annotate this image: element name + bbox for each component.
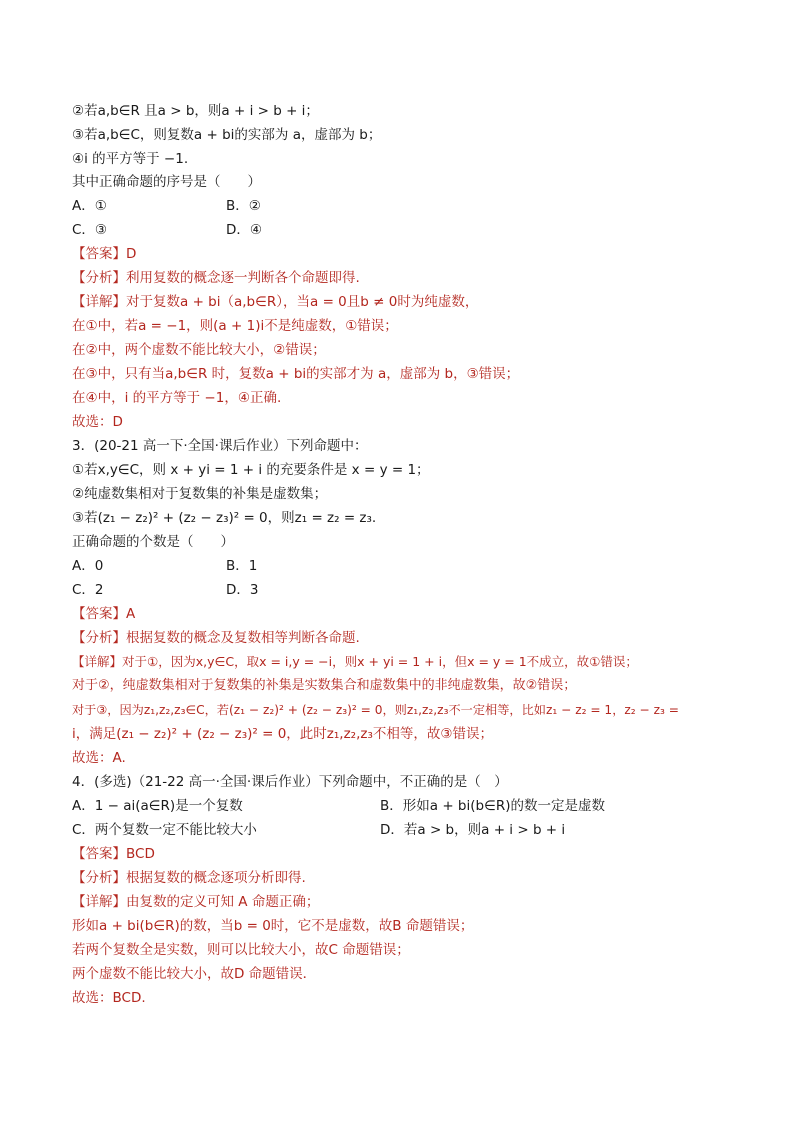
q2-detail-5: 在④中，i 的平方等于 −1，④正确. (72, 390, 282, 406)
q2-option-d: D．④ (226, 222, 262, 238)
q3-option-c: C．2 (72, 582, 104, 598)
q3-choice: 故选：A. (72, 750, 126, 766)
q4-detail-3: 若两个复数全是实数，则可以比较大小，故C 命题错误； (72, 942, 410, 958)
q4-option-c: C．两个复数一定不能比较大小 (72, 822, 257, 838)
q4-option-d: D．若a > b，则a + i > b + i (380, 822, 566, 838)
q2-analysis: 【分析】利用复数的概念逐一判断各个命题即得. (72, 270, 360, 286)
q3-detail-4: i，满足(z₁ − z₂)² + (z₂ − z₃)² = 0，此时z₁,z₂,z₃不相等，故③错误； (72, 726, 493, 742)
q3-item-3: ③若(z₁ − z₂)² + (z₂ − z₃)² = 0，则z₁ = z₂ = z₃. (72, 510, 377, 526)
q3-answer: 【答案】A (72, 606, 136, 622)
q4-title: 4．(多选)（21-22 高一·全国·课后作业）下列命题中，不正确的是（ ） (72, 774, 508, 790)
q2-detail-4: 在③中，只有当a,b∈R 时，复数a + bi的实部才为 a，虚部为 b，③错误； (72, 366, 520, 382)
q2-choice: 故选：D (72, 414, 123, 430)
q2-detail-2: 在①中，若a = −1，则(a + 1)i不是纯虚数，①错误； (72, 318, 398, 334)
q2-answer: 【答案】D (72, 246, 137, 262)
q3-option-b: B．1 (226, 558, 258, 574)
q4-detail-1: 【详解】由复数的定义可知 A 命题正确； (72, 894, 320, 910)
q2-item-2: ②若a,b∈R 且a > b，则a + i > b + i； (72, 103, 319, 119)
q3-detail-2: 对于②，纯虚数集相对于复数集的补集是实数集合和虚数集中的非纯虚数集，故②错误； (72, 678, 577, 693)
q3-item-2: ②纯虚数集相对于复数集的补集是虚数集； (72, 486, 328, 502)
q2-item-3: ③若a,b∈C，则复数a + bi的实部为 a，虚部为 b； (72, 127, 382, 143)
q2-option-a: A．① (72, 198, 107, 214)
q3-detail-3: 对于③，因为z₁,z₂,z₃∈C，若(z₁ − z₂)² + (z₂ − z₃)² = 0，则z₁,z₂,z₃不一定相等，比如z₁ − z₂ = 1，z₂ − z₃ = (72, 703, 679, 717)
q4-option-b: B．形如a + bi(b∈R)的数一定是虚数 (380, 798, 605, 814)
q4-option-a: A．1 − ai(a∈R)是一个复数 (72, 798, 243, 814)
q2-stem: 其中正确命题的序号是（ ） (72, 174, 261, 190)
q4-analysis: 【分析】根据复数的概念逐项分析即得. (72, 870, 306, 886)
q2-option-b: B．② (226, 198, 261, 214)
q3-stem: 正确命题的个数是（ ） (72, 534, 234, 550)
q4-detail-2: 形如a + bi(b∈R)的数，当b = 0时，它不是虚数，故B 命题错误； (72, 918, 474, 934)
q3-option-d: D．3 (226, 582, 259, 598)
q2-detail-3: 在②中，两个虚数不能比较大小，②错误； (72, 342, 326, 358)
q3-analysis: 【分析】根据复数的概念及复数相等判断各命题. (72, 630, 360, 646)
q2-item-4: ④i 的平方等于 −1. (72, 151, 189, 167)
q4-choice: 故选：BCD. (72, 990, 146, 1006)
q3-option-a: A．0 (72, 558, 104, 574)
q4-answer: 【答案】BCD (72, 846, 155, 862)
q3-title: 3．(20-21 高一下·全国·课后作业）下列命题中： (72, 438, 368, 454)
q2-detail-1: 【详解】对于复数a + bi（a,b∈R），当a = 0且b ≠ 0时为纯虚数， (72, 294, 479, 310)
q2-option-c: C．③ (72, 222, 108, 238)
q4-detail-4: 两个虚数不能比较大小，故D 命题错误． (72, 966, 317, 982)
q3-item-1: ①若x,y∈C，则 x + yi = 1 + i 的充要条件是 x = y = 1； (72, 462, 430, 478)
q3-detail-1: 【详解】对于①，因为x,y∈C，取x = i,y = −i，则x + yi = 1 + i，但x = y = 1不成立，故①错误； (72, 654, 638, 669)
